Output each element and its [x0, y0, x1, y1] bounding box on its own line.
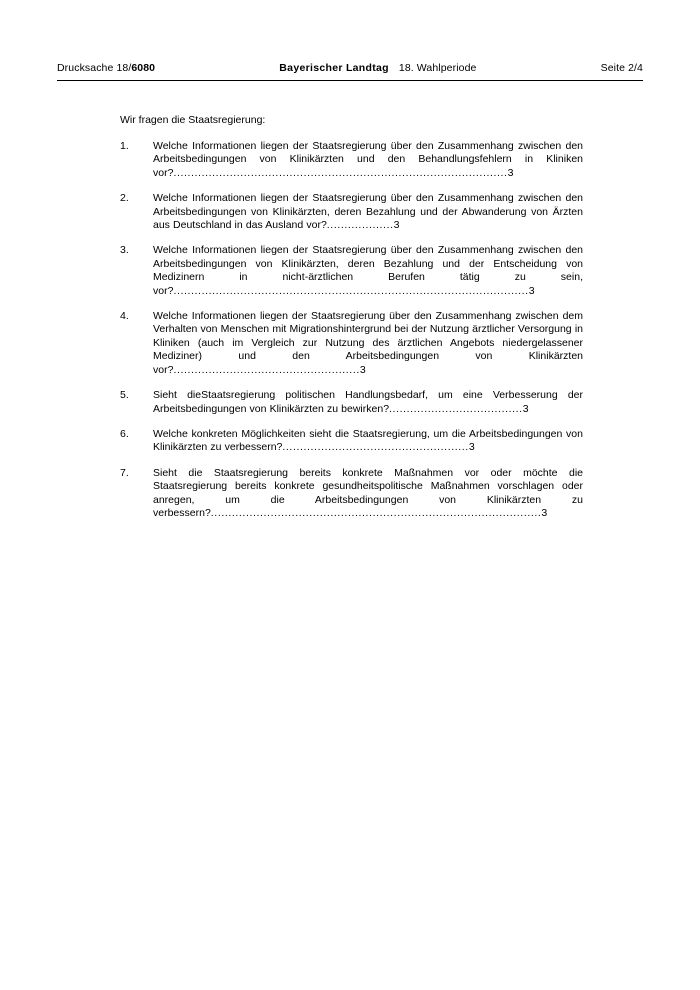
toc-entry-number: 3.	[120, 244, 129, 257]
toc-entry-page: 3	[359, 363, 366, 376]
toc-entry-body	[153, 389, 583, 416]
page-header	[57, 62, 643, 74]
toc-entry-body	[153, 244, 583, 298]
toc-entry-page: 3	[468, 441, 475, 454]
intro-text: Wir fragen die Staatsregierung:	[120, 114, 266, 126]
toc-entry-leader: .....................................................	[173, 363, 360, 376]
toc-entry-page: 3	[528, 284, 535, 297]
toc-entry-body	[153, 310, 583, 377]
toc-entry[interactable]	[120, 192, 583, 232]
toc-entry-leader: ...............................................................................................	[173, 166, 508, 179]
toc-entry-page: 3	[541, 506, 548, 519]
toc-entry[interactable]	[120, 140, 583, 180]
header-page-number: Seite 2/4	[600, 62, 643, 74]
toc-entry[interactable]	[120, 428, 583, 455]
toc-entry-body	[153, 428, 583, 455]
header-center	[155, 62, 601, 74]
toc-entry-leader: .....................................................	[282, 441, 469, 454]
toc-entry-text: Welche Informationen liegen der Staatsregierung über den Zusammenhang zwischen den Arbeitsbedingungen von Klinikärzten und den Behandlungsfehlern in Kliniken vor?	[153, 140, 583, 179]
toc-entry-text: Welche Informationen liegen der Staatsregierung über den Zusammenhang zwischen dem Verhalten von Menschen mit Migrationshintergrund bei der Nutzung ärztlicher Versorgung in Kliniken (auch im Vergleich zur Nutzung des ärztlichen Angebots niedergelassener Mediziner) und den Arbeitsbedingungen von Klinikärzten vor?	[153, 310, 583, 376]
toc-entry-number: 1.	[120, 140, 129, 152]
toc-entry-body	[153, 467, 583, 521]
toc-entry-leader: ......................................	[389, 402, 523, 415]
toc-entry-number: 7.	[120, 466, 129, 479]
toc-entry-text: Welche konkreten Möglichkeiten sieht die Staatsregierung, um die Arbeitsbedingungen von Klinikärzten zu verbessern?	[153, 427, 583, 454]
toc-entry-text: Welche Informationen liegen der Staatsregierung über den Zusammenhang zwischen den Arbeitsbedingungen von Klinikärzten, deren Bezahlung und der Abwanderung von Ärzten aus Deutschland in das Ausland vor?	[153, 192, 583, 232]
toc-entry-number: 6.	[120, 427, 129, 440]
toc-entry-text: Sieht die Staatsregierung bereits konkrete Maßnahmen vor oder möchte die Staatsregierung bereits konkrete gesundheitspolitische Maßnahmen vorschlagen oder anregen, um die Arbeitsbedingungen von Klinikärzten zu verbessern?	[153, 466, 583, 519]
toc-entry[interactable]	[120, 467, 583, 521]
toc-entry-leader: ..............................................................................................	[210, 506, 542, 519]
header-drucksache-prefix: Drucksache 18/	[57, 62, 132, 74]
toc-entry-leader: .....................................................................................................	[173, 284, 529, 297]
header-drucksache-number: 6080	[131, 62, 156, 74]
toc-entry-body	[153, 192, 583, 232]
toc-entry-text: Welche Informationen liegen der Staatsregierung über den Zusammenhang zwischen den Arbeitsbedingungen von Klinikärzten, deren Bezahlung und der Entscheidung von Medizinern in nicht-ärztlichen Berufen tätig zu sein, vor?	[153, 244, 583, 297]
toc-entry-number: 4.	[120, 310, 129, 323]
toc-entry-page: 3	[522, 402, 529, 415]
header-drucksache	[57, 62, 155, 74]
table-of-contents	[120, 140, 583, 532]
toc-entry[interactable]	[120, 244, 583, 298]
header-title: Bayerischer Landtag	[279, 62, 389, 74]
toc-entry-text: Sieht dieStaatsregierung politischen Handlungsbedarf, um eine Verbesserung der Arbeitsbedingungen von Klinikärzten zu bewirken?	[153, 389, 583, 415]
toc-entry-body	[153, 140, 583, 180]
toc-entry-page: 3	[393, 219, 400, 232]
toc-entry-leader: ...................	[326, 219, 394, 232]
header-period: 18. Wahlperiode	[398, 62, 477, 74]
toc-entry-page: 3	[507, 166, 514, 179]
toc-entry-number: 5.	[120, 389, 129, 402]
toc-entry[interactable]	[120, 389, 583, 416]
toc-entry[interactable]	[120, 310, 583, 377]
toc-entry-number: 2.	[120, 192, 129, 205]
header-divider	[57, 80, 643, 81]
